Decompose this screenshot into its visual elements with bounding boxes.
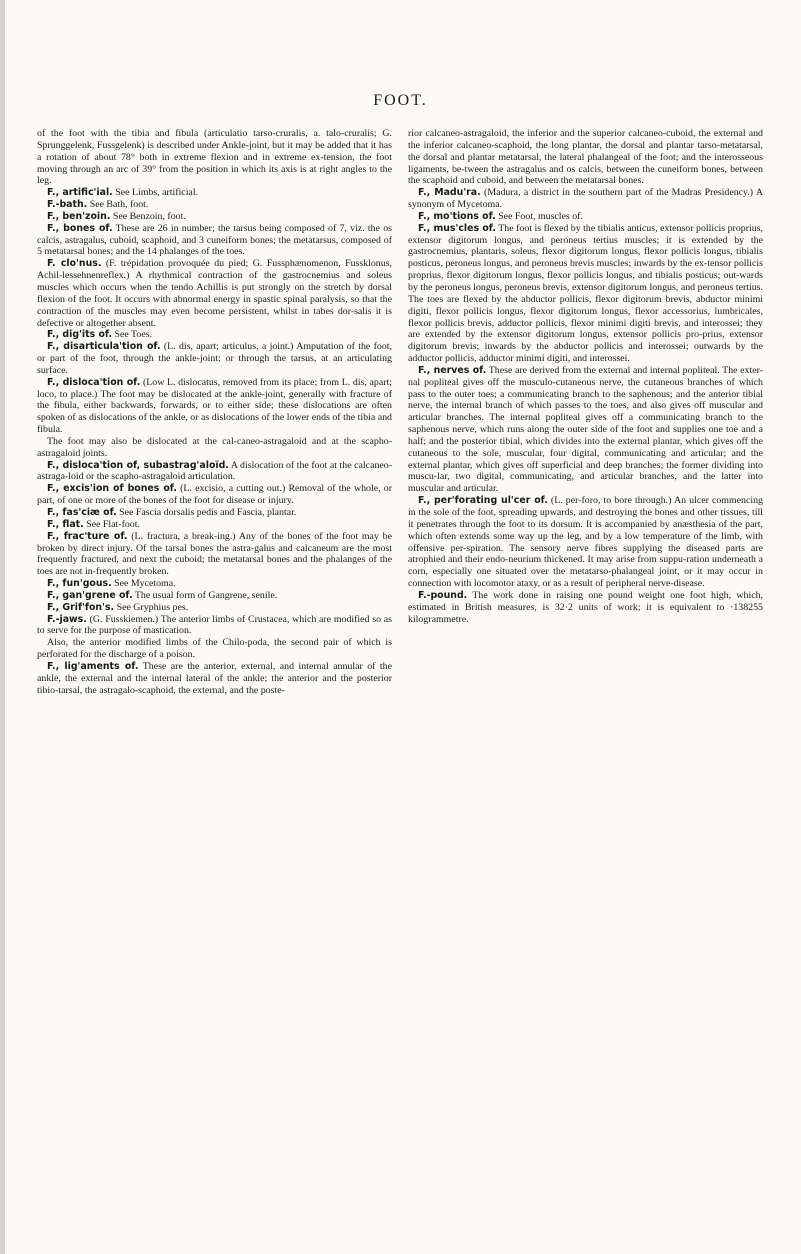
page-edge-shadow <box>0 0 5 1254</box>
dictionary-entry <box>37 460 392 484</box>
dictionary-entry <box>37 483 392 507</box>
dictionary-entry <box>37 637 392 661</box>
entry-headword: F., dig'its of. <box>47 329 113 341</box>
dictionary-entry <box>37 519 392 531</box>
dictionary-entry <box>37 602 392 614</box>
entry-text: See Foot, muscles of. <box>495 210 583 222</box>
entry-headword: F., disloca'tion of. <box>47 376 141 388</box>
dictionary-entry <box>408 365 763 495</box>
entry-text: These are the anterior, external, and internal annular of the ankle, the external and the internal lateral of the ankle; the anterior and the posterior tibio-tarsal, the astragalo-scaphoid, the external, and the poste- <box>37 660 392 696</box>
entry-text: of the foot with the tibia and fibula (articulatio tarso-cruralis, a. talo-cruralis; G. Sprunggelenk, Fussgelenk) is described under Ankle-joint, but it may be added that it has a rotation of about 78° both in extreme flexion and in extreme ex-tension, the foot moving through an arc of 39° from the position in which its axis is at right angles to the leg. <box>37 128 392 187</box>
dictionary-entry <box>37 377 392 436</box>
entry-headword: F., lig'aments of. <box>47 660 139 672</box>
dictionary-entry <box>37 199 392 211</box>
dictionary-entry <box>37 614 392 638</box>
entry-text: These are 26 in number; the tarsus being composed of 7, viz. the os calcis, astragalus, cuboid, scaphoid, and 3 cuneiform bones; the metatarsus, composed of 5 metatarsal bones; and the 14 phalanges of the toes. <box>37 222 392 258</box>
dictionary-entry <box>408 495 763 590</box>
entry-headword: F.-jaws. <box>47 613 87 625</box>
dictionary-entry <box>37 329 392 341</box>
entry-headword: F., gan'grene of. <box>47 589 133 601</box>
dictionary-entry <box>37 590 392 602</box>
entry-headword: F., fun'gous. <box>47 578 112 590</box>
entry-text: A dislocation of the foot at the calcaneo-astraga-loid or the scapho-astragaloid articulation. <box>37 459 392 483</box>
dictionary-entry <box>408 211 763 223</box>
dictionary-entry <box>37 223 392 259</box>
entry-headword: F.-pound. <box>418 589 468 601</box>
entry-text: These are derived from the external and internal popliteal. The exter-nal popliteal gives off the musculo-cutaneous nerve, the cutaneous branches of which pass to the outer toes; a communicating branch to the saphenous; and the anterior tibial nerve, the internal branch of which passes to the toes, and also gives off muscular and articular branches. The internal popliteal gives off a communicating branch to the saphenous nerve, which runs along the outer side of the foot and supplies one toe and a half; and the posterior tibial, which divides into the external plantar, which gives off the cutaneous to the sole, muscular, four digital, communicating and articular; and the external plantar, which gives off superficial and deep branches; the former dividing into muscu-lar, two digital, communicating, and articular branches, and the latter into muscular and articular. <box>408 364 763 495</box>
entry-text: (L. fractura, a break-ing.) Any of the bones of the foot may be broken by direct injury. Of the tarsal bones the astra-galus and calcaneum are the most frequently fractured, and next the cuboid; the metatarsal bones and the phalanges of the toes are not in-frequently broken. <box>37 530 392 578</box>
entry-text: (Low L. dislocatus, removed from its place; from L. dis, apart; loco, to place.) The foot may be dislocated at the ankle-joint, generally with fracture of the fibula, either backwards, forwards, or to either side; these dislocations are often spoken of as dislocations of the ankle, or as dislocations of the lower ends of the tibia and fibula. <box>37 376 393 436</box>
entry-headword: F., ben'zoin. <box>47 210 111 222</box>
dictionary-entry <box>408 590 763 626</box>
entry-text: See Benzoin, foot. <box>110 210 186 222</box>
dictionary-entry <box>408 223 763 365</box>
dictionary-entry <box>37 661 392 697</box>
page-header: FOOT. <box>373 92 428 109</box>
entry-text: (L. dis, apart; articulus, a joint.) Amputation of the foot, or part of the foot, through the ankle-joint; or through the tarsus, at an articulating surface. <box>37 341 392 376</box>
entry-text: See Bath, foot. <box>87 199 149 211</box>
entry-text: See Fascia dorsalis pedis and Fascia, plantar. <box>116 507 297 518</box>
left-column <box>37 128 392 697</box>
entry-text: rior calcaneo-astragaloid, the inferior and the superior calcaneo-cuboid, the external and the inferior calcaneo-scaphoid, the long plantar, the dorsal and plantar tarso-metatarsal, the dorsal and plantar metatarsal, the lateral phalangeal of the foot; and the interosseous ligaments, be-tween the astragalus and os calcis, between the cuneiform bones, between the scaphoid and cuboid, and between the metatarsal bones. <box>408 128 763 187</box>
entry-headword: F., disloca'tion of, subastrag'aloïd. <box>47 459 229 471</box>
entry-text: (F. trépidation provoquée du pied; G. Fussphænomenon, Fussklonus, Achil-lessehnenreflex.) A rhythmical contraction of the gastrocnemius and soleus muscles which occurs when the tendo Achillis is put strongly on the stretch by dorsal flexion of the foot. It occurs with abnormal energy in spastic spinal paralysis, so that the contraction of the muscles may even become persistent, whilst in tabes dor-salis it is defective or altogether absent. <box>37 258 392 329</box>
entry-headword: F., disarticula'tion of. <box>47 341 161 353</box>
right-column <box>408 128 763 625</box>
entry-headword: F., bones of. <box>47 222 113 234</box>
entry-headword: F., Grif'fon's. <box>47 601 115 613</box>
dictionary-entry <box>37 341 392 377</box>
entry-text: See Flat-foot. <box>83 518 140 530</box>
entry-headword: F., artific'ial. <box>47 187 113 199</box>
entry-headword: F., nerves of. <box>418 364 487 376</box>
dictionary-entry <box>37 187 392 199</box>
entry-headword: F. clo'nus. <box>47 258 102 270</box>
entry-headword: F., flat. <box>47 518 84 530</box>
entry-text: (Madura, a district in the southern part of the Madras Presidency.) A synonym of Mycetoma. <box>408 187 763 211</box>
dictionary-entry <box>37 507 392 519</box>
entry-headword: F., mus'cles of. <box>418 222 496 234</box>
entry-text: (L. excisio, a cutting out.) Removal of the whole, or part, of one or more of the bones of the foot for disease or injury. <box>37 483 392 507</box>
entry-text: The foot may also be dislocated at the cal-caneo-astragaloid and at the scapho-astragaloid joints. <box>37 435 392 459</box>
entry-text: (G. Fusskiemen.) The anterior limbs of Crustacea, which are modified so as to serve for the purpose of mastication. <box>37 613 392 637</box>
dictionary-entry <box>408 187 763 211</box>
entry-headword: F., fas'ciæ of. <box>47 507 117 518</box>
entry-text: The usual form of Gangrene, senile. <box>132 589 278 601</box>
dictionary-entry <box>408 128 763 187</box>
dictionary-entry <box>37 578 392 590</box>
entry-text: (L. per-foro, to bore through.) An ulcer commencing in the sole of the foot, spreading upwards, and destroying the bones and other tissues, till it penetrates through the foot to its dorsum. It is accompanied by anæsthesia of the part, which often extends some way up the leg, and by a low temperature of the limb, with offensive per-spiration. The sensory nerve fibres supplying the diseased parts are atrophied and their endo-neurium thickened. It may arise from suppu-ration underneath a corn, especially one situated over the metatarso-phalangeal joint, or it may occur in connection with locomotor ataxy, or as a result of peripheral nerve-disease. <box>408 495 763 590</box>
entry-headword: F., per'forating ul'cer of. <box>418 495 548 507</box>
entry-headword: F., Madu'ra. <box>418 187 481 199</box>
entry-text: The work done in raising one pound weight one foot high, which, estimated in British measures, is 32·2 units of work; it is equivalent to ·138255 kilogrammetre. <box>408 589 763 625</box>
entry-headword: F., mo'tions of. <box>418 210 496 222</box>
entry-text: See Limbs, artificial. <box>112 187 199 199</box>
entry-headword: F., excis'ion of bones of. <box>47 483 177 495</box>
entry-headword: F.-bath. <box>47 199 88 211</box>
entry-text: See Toes. <box>112 329 153 341</box>
entry-text: See Mycetoma. <box>111 578 176 590</box>
dictionary-entry <box>37 211 392 223</box>
dictionary-entry <box>37 436 392 460</box>
dictionary-entry <box>37 531 392 578</box>
dictionary-entry <box>37 128 392 187</box>
entry-headword: F., frac'ture of. <box>47 530 128 542</box>
entry-text: The foot is flexed by the tibialis anticus, extensor pollicis proprius, extensor digitorum longus, and peroneus tertius muscles; it is extended by the gastrocnemius, plantaris, soleus, flexor digitorum longus, flexor pollicis longus, tibialis posticus, peroneus longus, and peroneus brevis muscles; inwards by the ex-tensor pollicis proprius, flexor digitorum longus, flexor pollicis longus, and tibialis posticus; out-wards by the peroneus longus, peroneus brevis, extensor digitorum longus, and peroneus tertius. The toes are flexed by the abductor pollicis, flexor digitorum brevis, abductor minimi digiti, flexor pollicis longus, flexor digitorum longus, flexor accessorius, lumbricales, flexor pollicis brevis, adductor pollicis, flexor minimi digiti brevis, and interossei; they are extended by the extensor digitorum longus, extensor pollicis pro-prius, extensor digitorum brevis; inwards by the abductor pollicis and interossei; outwards by the adductor pollicis, adductor minimi digiti, and interossei. <box>408 222 763 365</box>
dictionary-entry <box>37 258 392 329</box>
entry-text: See Gryphius pes. <box>114 601 189 613</box>
entry-text: Also, the anterior modified limbs of the Chilo-poda, the second pair of which is perforated for the discharge of a poison. <box>37 637 392 661</box>
